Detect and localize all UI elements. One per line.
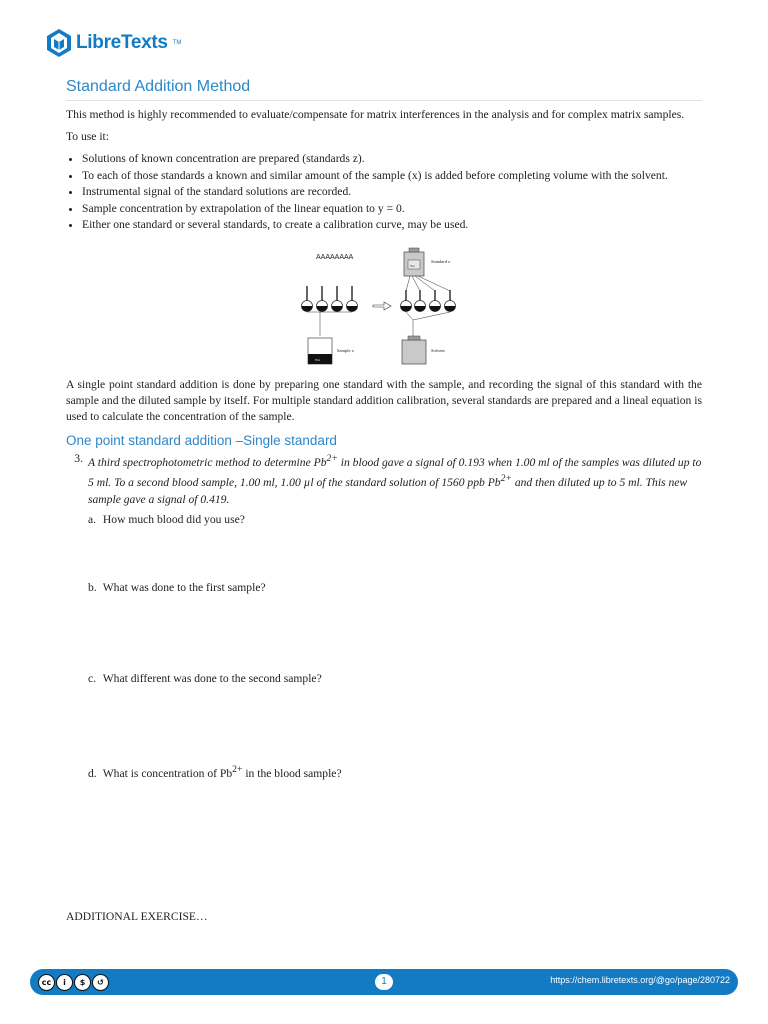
sa-icon: ↺	[92, 974, 109, 991]
right-flasks	[401, 290, 456, 312]
wx-label: Wx	[315, 357, 321, 362]
by-icon: i	[56, 974, 73, 991]
list-item: • Solutions of known concentration are prepared (standards z).	[82, 151, 702, 168]
explanation-paragraph: A single point standard addition is done by preparing one standard with the sample, and recording the signal of this standard with the sample and the diluted sample by itself. For multiple standard addition calibration, several standards are prepared and a lineal equation is used to calculate the concentration of the sample.	[66, 377, 702, 423]
intro-paragraph: This method is highly recommended to evaluate/compensate for matrix interferences in the analysis and for complex matrix samples.	[66, 108, 685, 121]
use-label: To use it:	[66, 130, 109, 143]
figure-left-label: AAAAAAAA	[316, 253, 354, 261]
logo-trademark: TM	[172, 40, 182, 46]
wz-label: Wz	[410, 263, 415, 268]
question-b: b. What was done to the first sample?	[88, 581, 266, 595]
nc-icon: $	[74, 974, 91, 991]
list-item: • Instrumental signal of the standard solutions are recorded.	[82, 184, 702, 201]
solvent-bottle	[402, 340, 426, 364]
additional-exercise: ADDITIONAL EXERCISE…	[66, 910, 208, 923]
list-item: • To each of those standards a known and similar amount of the sample (x) is added before completing volume with the solvent.	[82, 168, 702, 185]
left-flasks	[302, 286, 358, 312]
problem-3	[66, 451, 702, 508]
one-point-title: One point standard addition –Single standard	[66, 432, 337, 448]
arrow-icon	[373, 302, 391, 310]
license-badge[interactable]	[38, 973, 109, 991]
cc-icon: cc	[38, 974, 55, 991]
logo-text: LibreTexts	[76, 32, 168, 53]
problem-text: A third spectrophotometric method to determine $Pb^{2+}$ in blood gave a signal of 0.193 when 1.00 ml of the samples was diluted up to 5 ml. To a second blood sample, 1.00 ml, 1.00 µl of the standard solution of 1560 ppb $Pb^{2+}$ and then diluted up to 5 ml. This new sample gave a signal of 0.419.	[88, 452, 702, 506]
libretexts-logo-icon	[46, 28, 72, 58]
page-content	[66, 78, 702, 782]
page-number: 1	[375, 974, 393, 990]
standard-addition-figure	[298, 246, 472, 366]
steps-list	[66, 151, 702, 234]
page-footer	[30, 969, 738, 995]
sample-label: Sample x	[337, 347, 354, 353]
list-item: • Sample concentration by extrapolation of the linear equation to y = 0.	[82, 201, 702, 218]
problem-number: 3.	[74, 451, 83, 465]
standard-label: Standard z	[431, 258, 451, 264]
list-item: • Either one standard or several standards, to create a calibration curve, may be used.	[82, 217, 702, 234]
question-d: d. What is concentration of $Pb^{2+}$ in the blood sample?	[88, 764, 342, 781]
question-c: c. What different was done to the second sample?	[88, 672, 322, 686]
question-a: a. How much blood did you use?	[88, 513, 245, 527]
solvent-label: Solvent	[431, 347, 445, 353]
page-url-link[interactable]: https://chem.libretexts.org/@go/page/280722	[550, 975, 730, 985]
section-title: Standard Addition Method	[66, 78, 702, 101]
libretexts-logo[interactable]	[46, 28, 181, 58]
